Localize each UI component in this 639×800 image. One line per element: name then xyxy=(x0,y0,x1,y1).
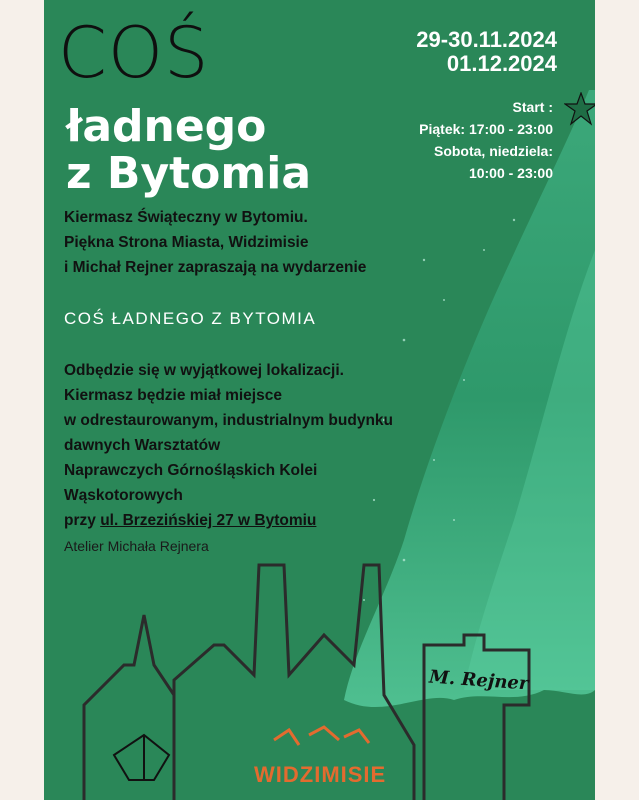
intro-line: i Michał Rejner zapraszają na wydarzenie xyxy=(64,259,367,276)
star-icon xyxy=(564,92,595,126)
atelier-credit: Atelier Michała Rejnera xyxy=(64,538,209,554)
body-line: dawnych Warsztatów xyxy=(64,437,221,454)
date-line-1: 29-30.11.2024 xyxy=(416,27,557,52)
opening-hours xyxy=(419,96,553,184)
body-text xyxy=(64,358,393,533)
address-prefix: przy xyxy=(64,512,101,529)
rejner-signature-logo: M. Rejner xyxy=(428,666,530,695)
body-line: Wąskotorowych xyxy=(64,487,183,504)
body-line: Odbędzie się w wyjątkowej lokalizacji. xyxy=(64,362,344,379)
address-link[interactable]: ul. Brzezińskiej 27 w Bytomiu xyxy=(100,512,317,529)
hours-weekend-label: Sobota, niedziela: xyxy=(433,143,553,159)
event-dates xyxy=(416,28,557,76)
intro-text xyxy=(64,205,366,280)
title-line-2: ładnego xyxy=(66,101,267,152)
body-line: Kiermasz będzie miał miejsce xyxy=(64,387,282,404)
intro-line: Kiermasz Świąteczny w Bytomiu. xyxy=(64,209,308,226)
address-line xyxy=(64,508,393,533)
event-subtitle: COŚ ŁADNEGO Z BYTOMIA xyxy=(64,309,317,328)
hours-friday: Piątek: 17:00 - 23:00 xyxy=(419,121,553,137)
body-line: w odrestaurowanym, industrialnym budynku xyxy=(64,412,393,429)
title-line-3: z Bytomia xyxy=(66,148,312,199)
event-poster xyxy=(44,0,595,800)
date-line-2: 01.12.2024 xyxy=(446,51,557,76)
body-line: Naprawczych Górnośląskich Kolei xyxy=(64,462,318,479)
title-line-1: COŚ xyxy=(58,12,210,94)
widzimisie-logo: WIDZIMISIE xyxy=(254,762,387,787)
hours-start-label: Start : xyxy=(512,99,553,115)
hours-weekend-time: 10:00 - 23:00 xyxy=(468,165,553,181)
intro-line: Piękna Strona Miasta, Widzimisie xyxy=(64,234,309,251)
